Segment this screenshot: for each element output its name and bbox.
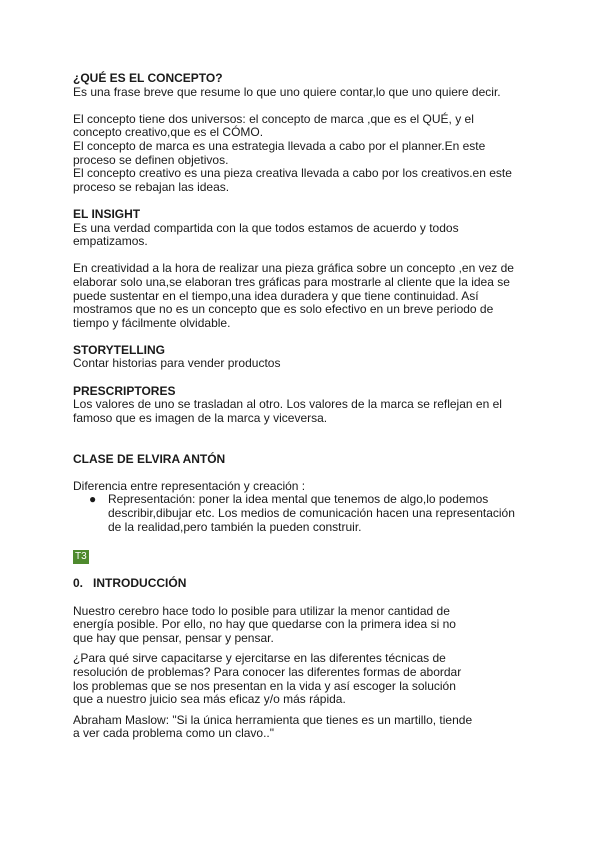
concepto-line: El concepto de marca es una estrategia llevada a cabo por el planner.En este <box>73 138 486 153</box>
intro-line: ¿Para qué sirve capacitarse y ejercitarse en las diferentes técnicas de <box>73 651 446 666</box>
heading-concepto: ¿QUÉ ES EL CONCEPTO? <box>73 71 223 85</box>
insight-line: elaborar solo una,se elaboran tres gráficas para mostrarle al cliente que la idea se <box>73 274 510 289</box>
quote-line: Abraham Maslow: "Si la única herramienta que tienes es un martillo, tiende <box>73 712 473 727</box>
bullet-line: de la realidad,pero también la pueden construir. <box>108 519 362 534</box>
insight-line: mostramos que no es un concepto que es solo efectivo en un breve periodo de <box>73 302 494 317</box>
heading-storytelling: STORYTELLING <box>73 342 166 357</box>
storytelling-text: Contar historias para vender productos <box>73 356 281 371</box>
section-number: 0. <box>73 576 84 591</box>
intro-line: energía posible. Por ello, no hay que quedarse con la primera idea si no <box>73 617 456 632</box>
document-page <box>73 72 528 741</box>
intro-line: que a nuestro juicio sea más eficaz y/o más rápida. <box>73 692 346 707</box>
insight-line: empatizamos. <box>73 234 148 249</box>
bullet-icon: ● <box>89 492 97 507</box>
clase-bullet-list <box>73 493 528 534</box>
section-title: INTRODUCCIÓN <box>93 576 187 591</box>
intro-line: que hay que pensar, pensar y pensar. <box>73 630 274 645</box>
heading-clase: CLASE DE ELVIRA ANTÓN <box>73 451 226 466</box>
clase-intro: Diferencia entre representación y creación : <box>73 478 306 493</box>
intro-line: resolución de problemas? Para conocer las diferentes formas de abordar <box>73 664 462 679</box>
insight-line: puede sustentar en el tiempo,una idea duradera y que tiene continuidad. Así <box>73 288 479 303</box>
concepto-line: El concepto creativo es una pieza creativa llevada a cabo por los creativos.en este <box>73 166 512 181</box>
heading-prescriptores: PRESCRIPTORES <box>73 383 176 398</box>
insight-line: En creatividad a la hora de realizar una pieza gráfica sobre un concepto ,en vez de <box>73 261 514 276</box>
insight-line: tiempo y fácilmente olvidable. <box>73 315 231 330</box>
intro-line: Nuestro cerebro hace todo lo posible para utilizar la menor cantidad de <box>73 603 450 618</box>
quote-line: a ver cada problema como un clavo.." <box>73 726 275 741</box>
prescriptores-line: famoso que es imagen de la marca y viceversa. <box>73 410 328 425</box>
concepto-line: proceso se definen objetivos. <box>73 152 229 167</box>
bullet-line: describir,dibujar etc. Los medios de comunicación hacen una representación <box>108 506 515 520</box>
list-item <box>73 493 528 534</box>
concepto-line: proceso se rebajan las ideas. <box>73 179 230 194</box>
concepto-line: concepto creativo,que es el CÓMO. <box>73 125 264 140</box>
insight-line: Es una verdad compartida con la que todos estamos de acuerdo y todos <box>73 220 459 235</box>
concepto-line: El concepto tiene dos universos: el concepto de marca ,que es el QUÉ, y el <box>73 111 474 126</box>
heading-introduccion <box>73 577 528 591</box>
concepto-intro: Es una frase breve que resume lo que uno quiere contar,lo que uno quiere decir. <box>73 84 501 99</box>
section-tag: T3 <box>75 550 87 562</box>
prescriptores-line: Los valores de uno se trasladan al otro. Los valores de la marca se reflejan en el <box>73 397 502 412</box>
heading-insight: EL INSIGHT <box>73 206 141 221</box>
intro-line: los problemas que se nos presentan en la vida y así escoger la solución <box>73 678 456 693</box>
bullet-line: Representación: poner la idea mental que tenemos de algo,lo podemos <box>108 492 489 507</box>
